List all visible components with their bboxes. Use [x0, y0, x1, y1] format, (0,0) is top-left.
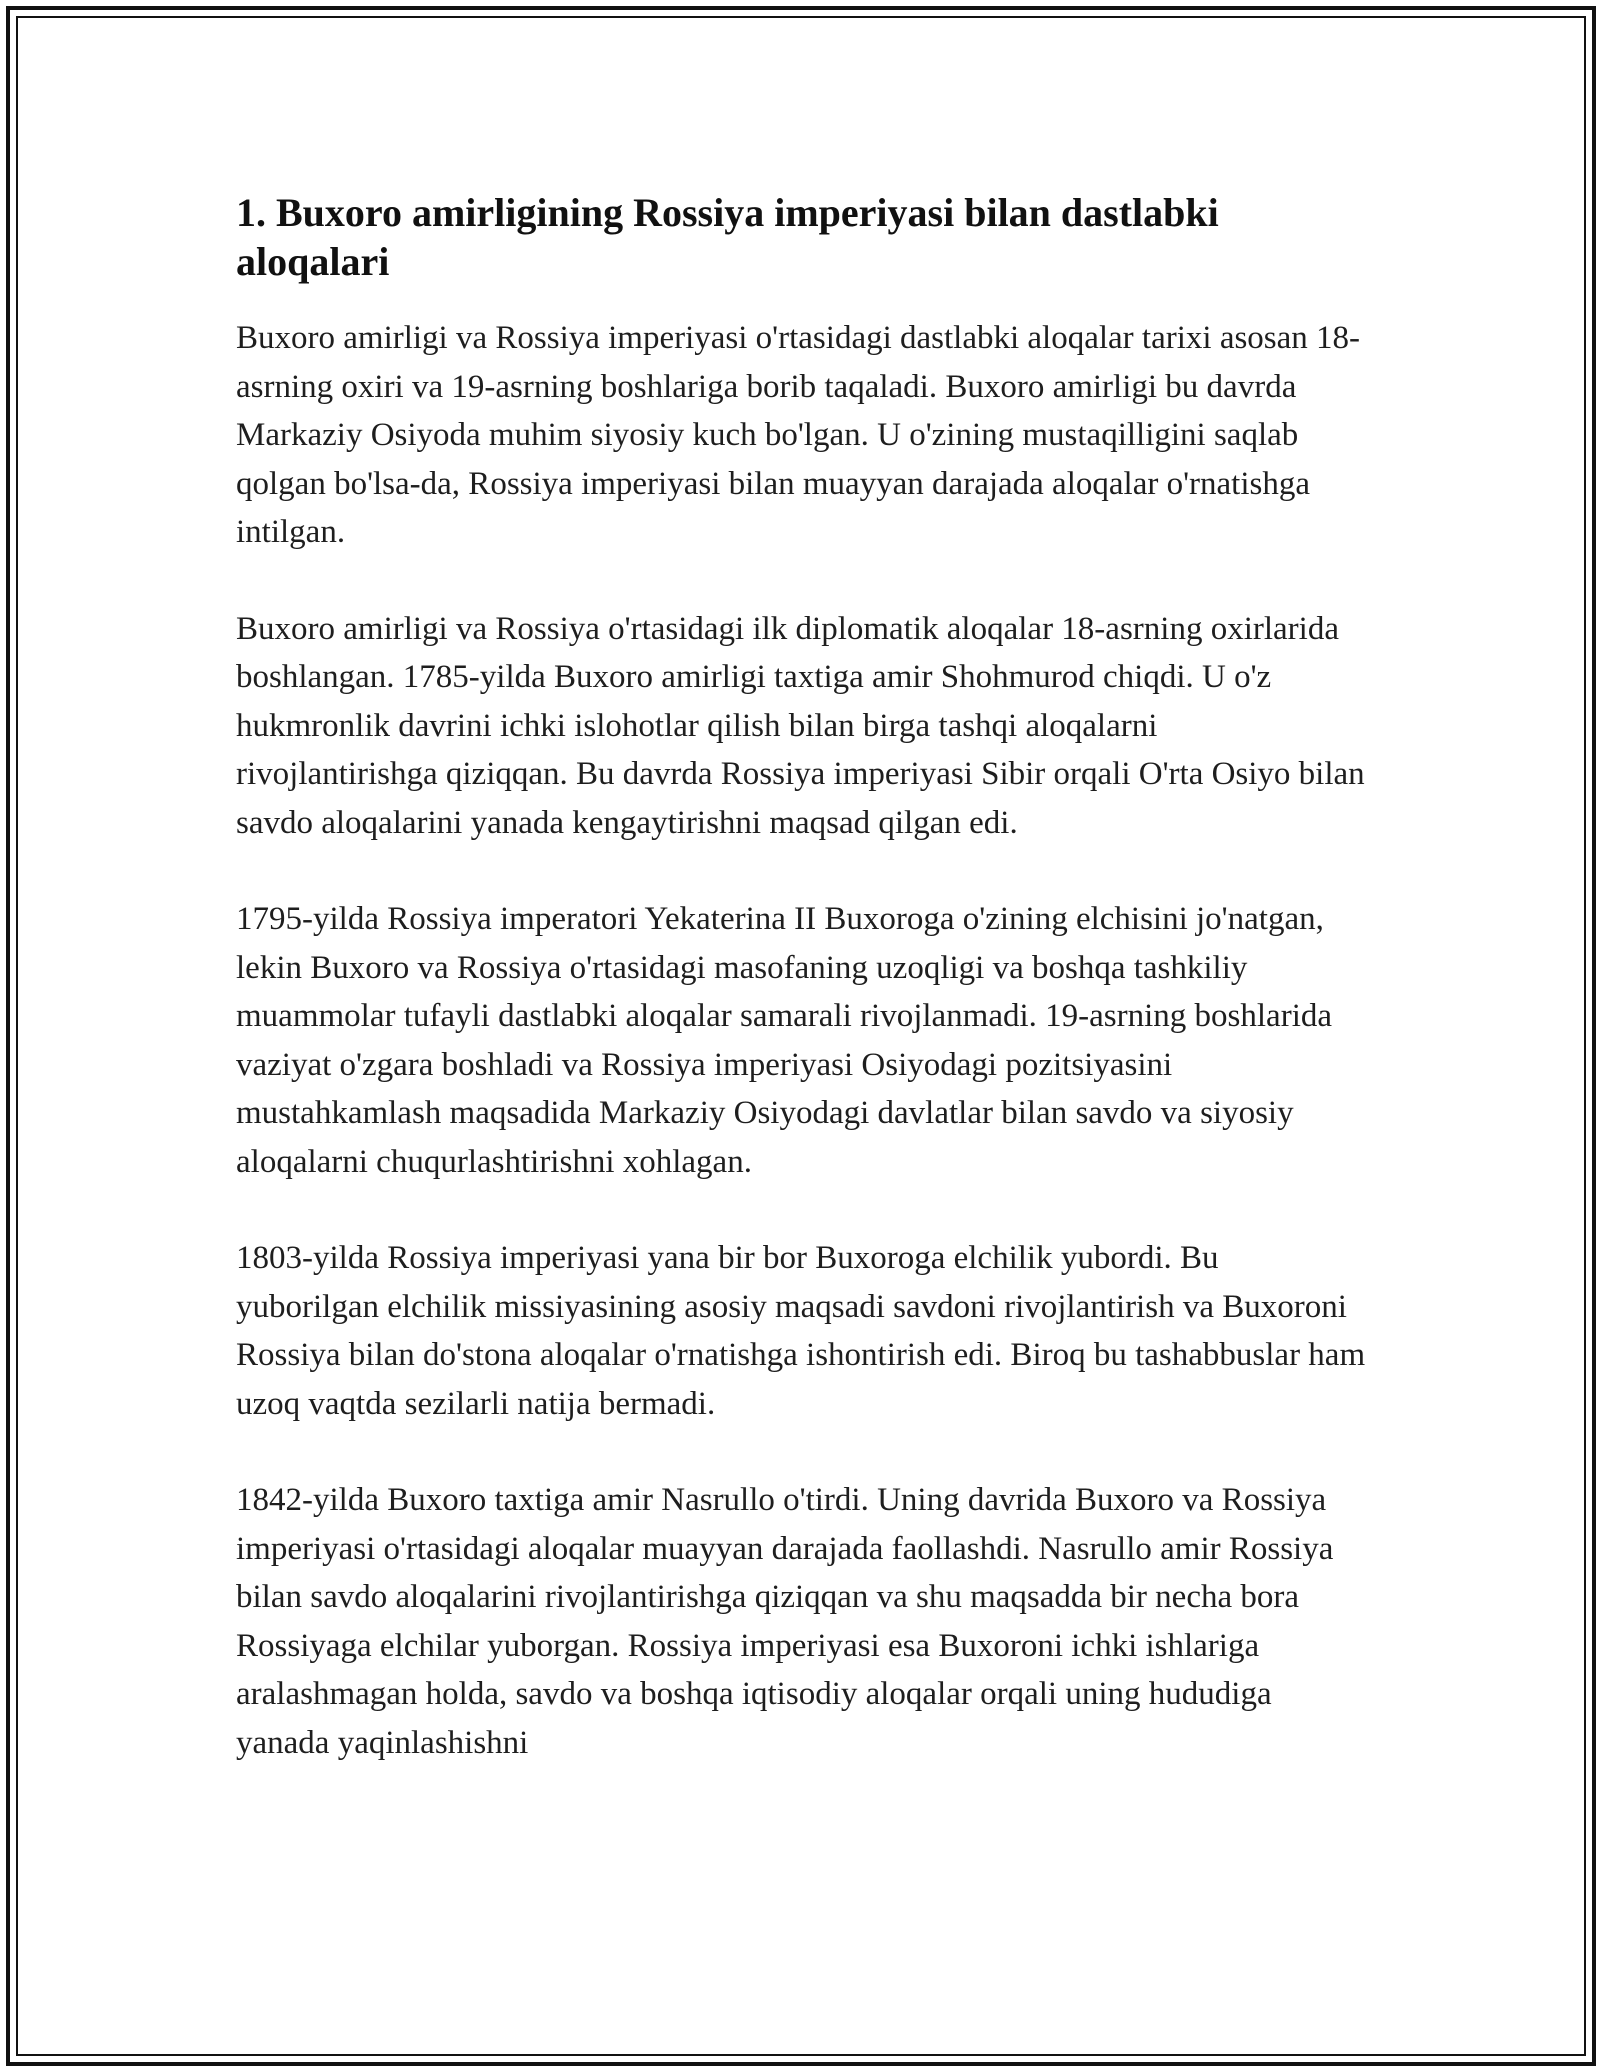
document-body	[236, 188, 1366, 1815]
paragraph-1: Buxoro amirligi va Rossiya imperiyasi o'rtasidagi dastlabki aloqalar tarixi asosan 18-asrning oxiri va 19-asrning boshlariga borib taqaladi. Buxoro amirligi bu davrda Markaziy Osiyoda muhim siyosiy kuch bo'lgan. U o'zining mustaqilligini saqlab qolgan bo'lsa-da, Rossiya imperiyasi bilan muayyan darajada aloqalar o'rnatishga intilgan.	[236, 320, 1361, 550]
paragraph-5: 1842-yilda Buxoro taxtiga amir Nasrullo o'tirdi. Uning davrida Buxoro va Rossiya imperiyasi o'rtasidagi aloqalar muayyan darajada faollashdi. Nasrullo amir Rossiya bilan savdo aloqalarini rivojlantirishga qiziqqan va shu maqsadda bir necha bora Rossiyaga elchilar yuborgan. Rossiya imperiyasi esa Buxoroni ichki ishlariga aralashmagan holda, savdo va boshqa iqtisodiy aloqalar orqali uning hududiga yanada yaqinlashishni	[236, 1482, 1334, 1761]
section-heading: 1. Buxoro amirligining Rossiya imperiyasi bilan dastlabki aloqalari	[236, 190, 1219, 284]
paragraph-3: 1795-yilda Rossiya imperatori Yekaterina II Buxoroga o'zining elchisini jo'natgan, lekin Buxoro va Rossiya o'rtasidagi masofaning uzoqligi va boshqa tashkiliy muammolar tufayli dastlabki aloqalar samarali rivojlanmadi. 19-asrning boshlarida vaziyat o'zgara boshladi va Rossiya imperiyasi Osiyodagi pozitsiyasini mustahkamlash maqsadida Markaziy Osiyodagi davlatlar bilan savdo va siyosiy aloqalarni chuqurlashtirishni xohlagan.	[236, 901, 1333, 1180]
paragraph-4: 1803-yilda Rossiya imperiyasi yana bir bor Buxoroga elchilik yubordi. Bu yuborilgan elchilik missiyasining asosiy maqsadi savdoni rivojlantirish va Buxoroni Rossiya bilan do'stona aloqalar o'rnatishga ishontirish edi. Biroq bu tashabbuslar ham uzoq vaqtda sezilarli natija bermadi.	[236, 1240, 1366, 1422]
paragraph-2: Buxoro amirligi va Rossiya o'rtasidagi ilk diplomatik aloqalar 18-asrning oxirlarida boshlangan. 1785-yilda Buxoro amirligi taxtiga amir Shohmurod chiqdi. U o'z hukmronlik davrini ichki islohotlar qilish bilan birga tashqi aloqalarni rivojlantirishga qiziqqan. Bu davrda Rossiya imperiyasi Sibir orqali O'rta Osiyo bilan savdo aloqalarini yanada kengaytirishni maqsad qilgan edi.	[236, 610, 1365, 841]
